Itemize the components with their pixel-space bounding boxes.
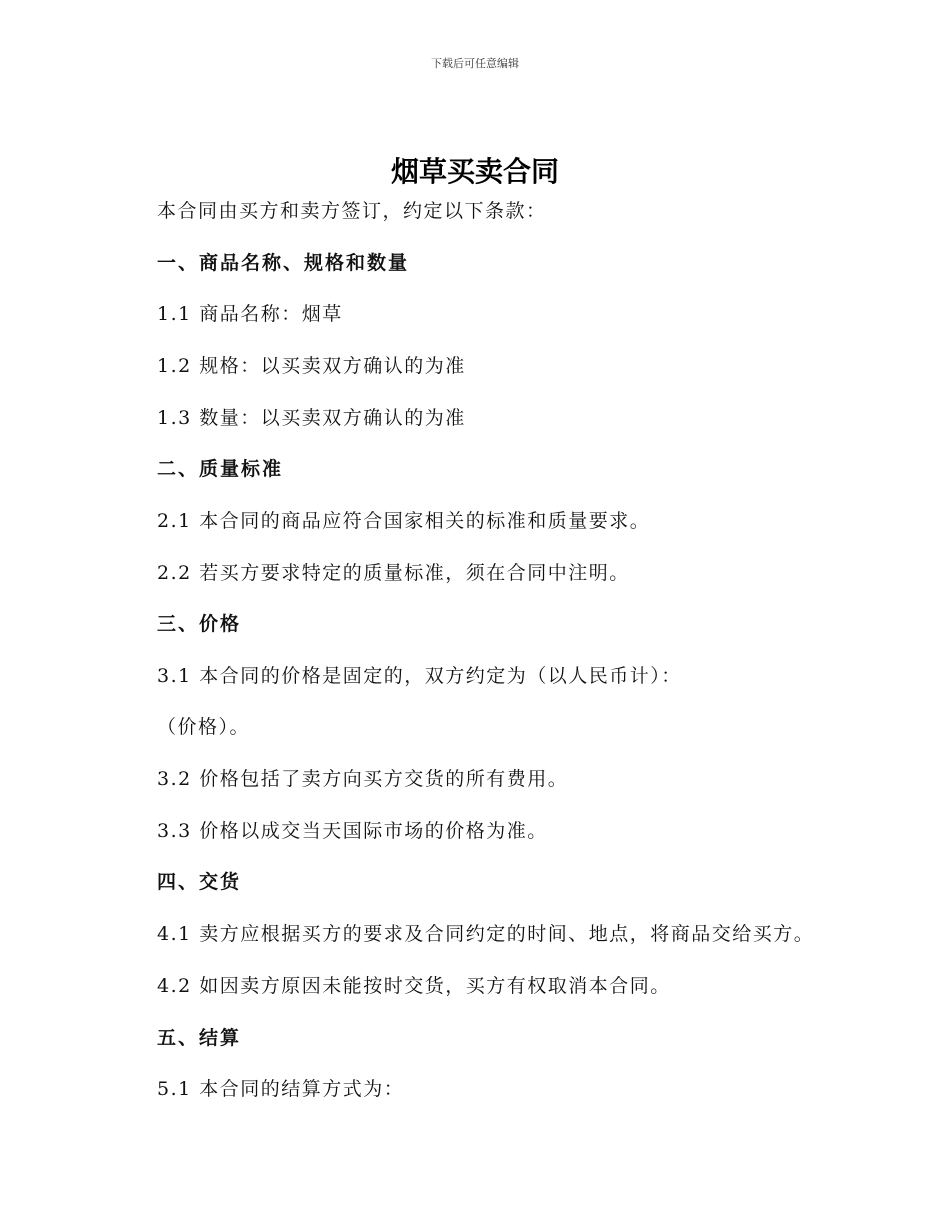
clause-4-2: 4.2 如因卖方原因未能按时交货，买方有权取消本合同。 <box>157 975 671 997</box>
clause-1-3: 1.3 数量：以买卖双方确认的为准 <box>157 407 466 429</box>
clause-4-1: 4.1 卖方应根据买方的要求及合同约定的时间、地点，将商品交给买方。 <box>157 923 815 945</box>
section-heading-3: 三、价格 <box>157 613 242 635</box>
section-heading-2: 二、质量标准 <box>157 458 284 480</box>
clause-3-3: 3.3 价格以成交当天国际市场的价格为准。 <box>157 820 548 842</box>
section-heading-4: 四、交货 <box>157 871 242 893</box>
clause-2-2: 2.2 若买方要求特定的质量标准，须在合同中注明。 <box>157 562 630 584</box>
page-header-note: 下载后可任意编辑 <box>431 57 519 70</box>
clause-1-1: 1.1 商品名称：烟草 <box>157 303 343 325</box>
clause-3-1: 3.1 本合同的价格是固定的，双方约定为（以人民币计）： <box>157 665 682 687</box>
clause-5-1: 5.1 本合同的结算方式为： <box>157 1078 405 1100</box>
clause-3-2: 3.2 价格包括了卖方向买方交货的所有费用。 <box>157 768 569 790</box>
clause-2-1: 2.1 本合同的商品应符合国家相关的标准和质量要求。 <box>157 510 651 532</box>
section-heading-1: 一、商品名称、规格和数量 <box>157 252 410 274</box>
intro-paragraph: 本合同由买方和卖方签订，约定以下条款： <box>157 200 547 222</box>
section-heading-5: 五、结算 <box>157 1027 242 1049</box>
clause-1-2: 1.2 规格：以买卖双方确认的为准 <box>157 355 466 377</box>
document-title: 烟草买卖合同 <box>390 155 559 188</box>
clause-3-1-continued: （价格）。 <box>157 716 251 738</box>
